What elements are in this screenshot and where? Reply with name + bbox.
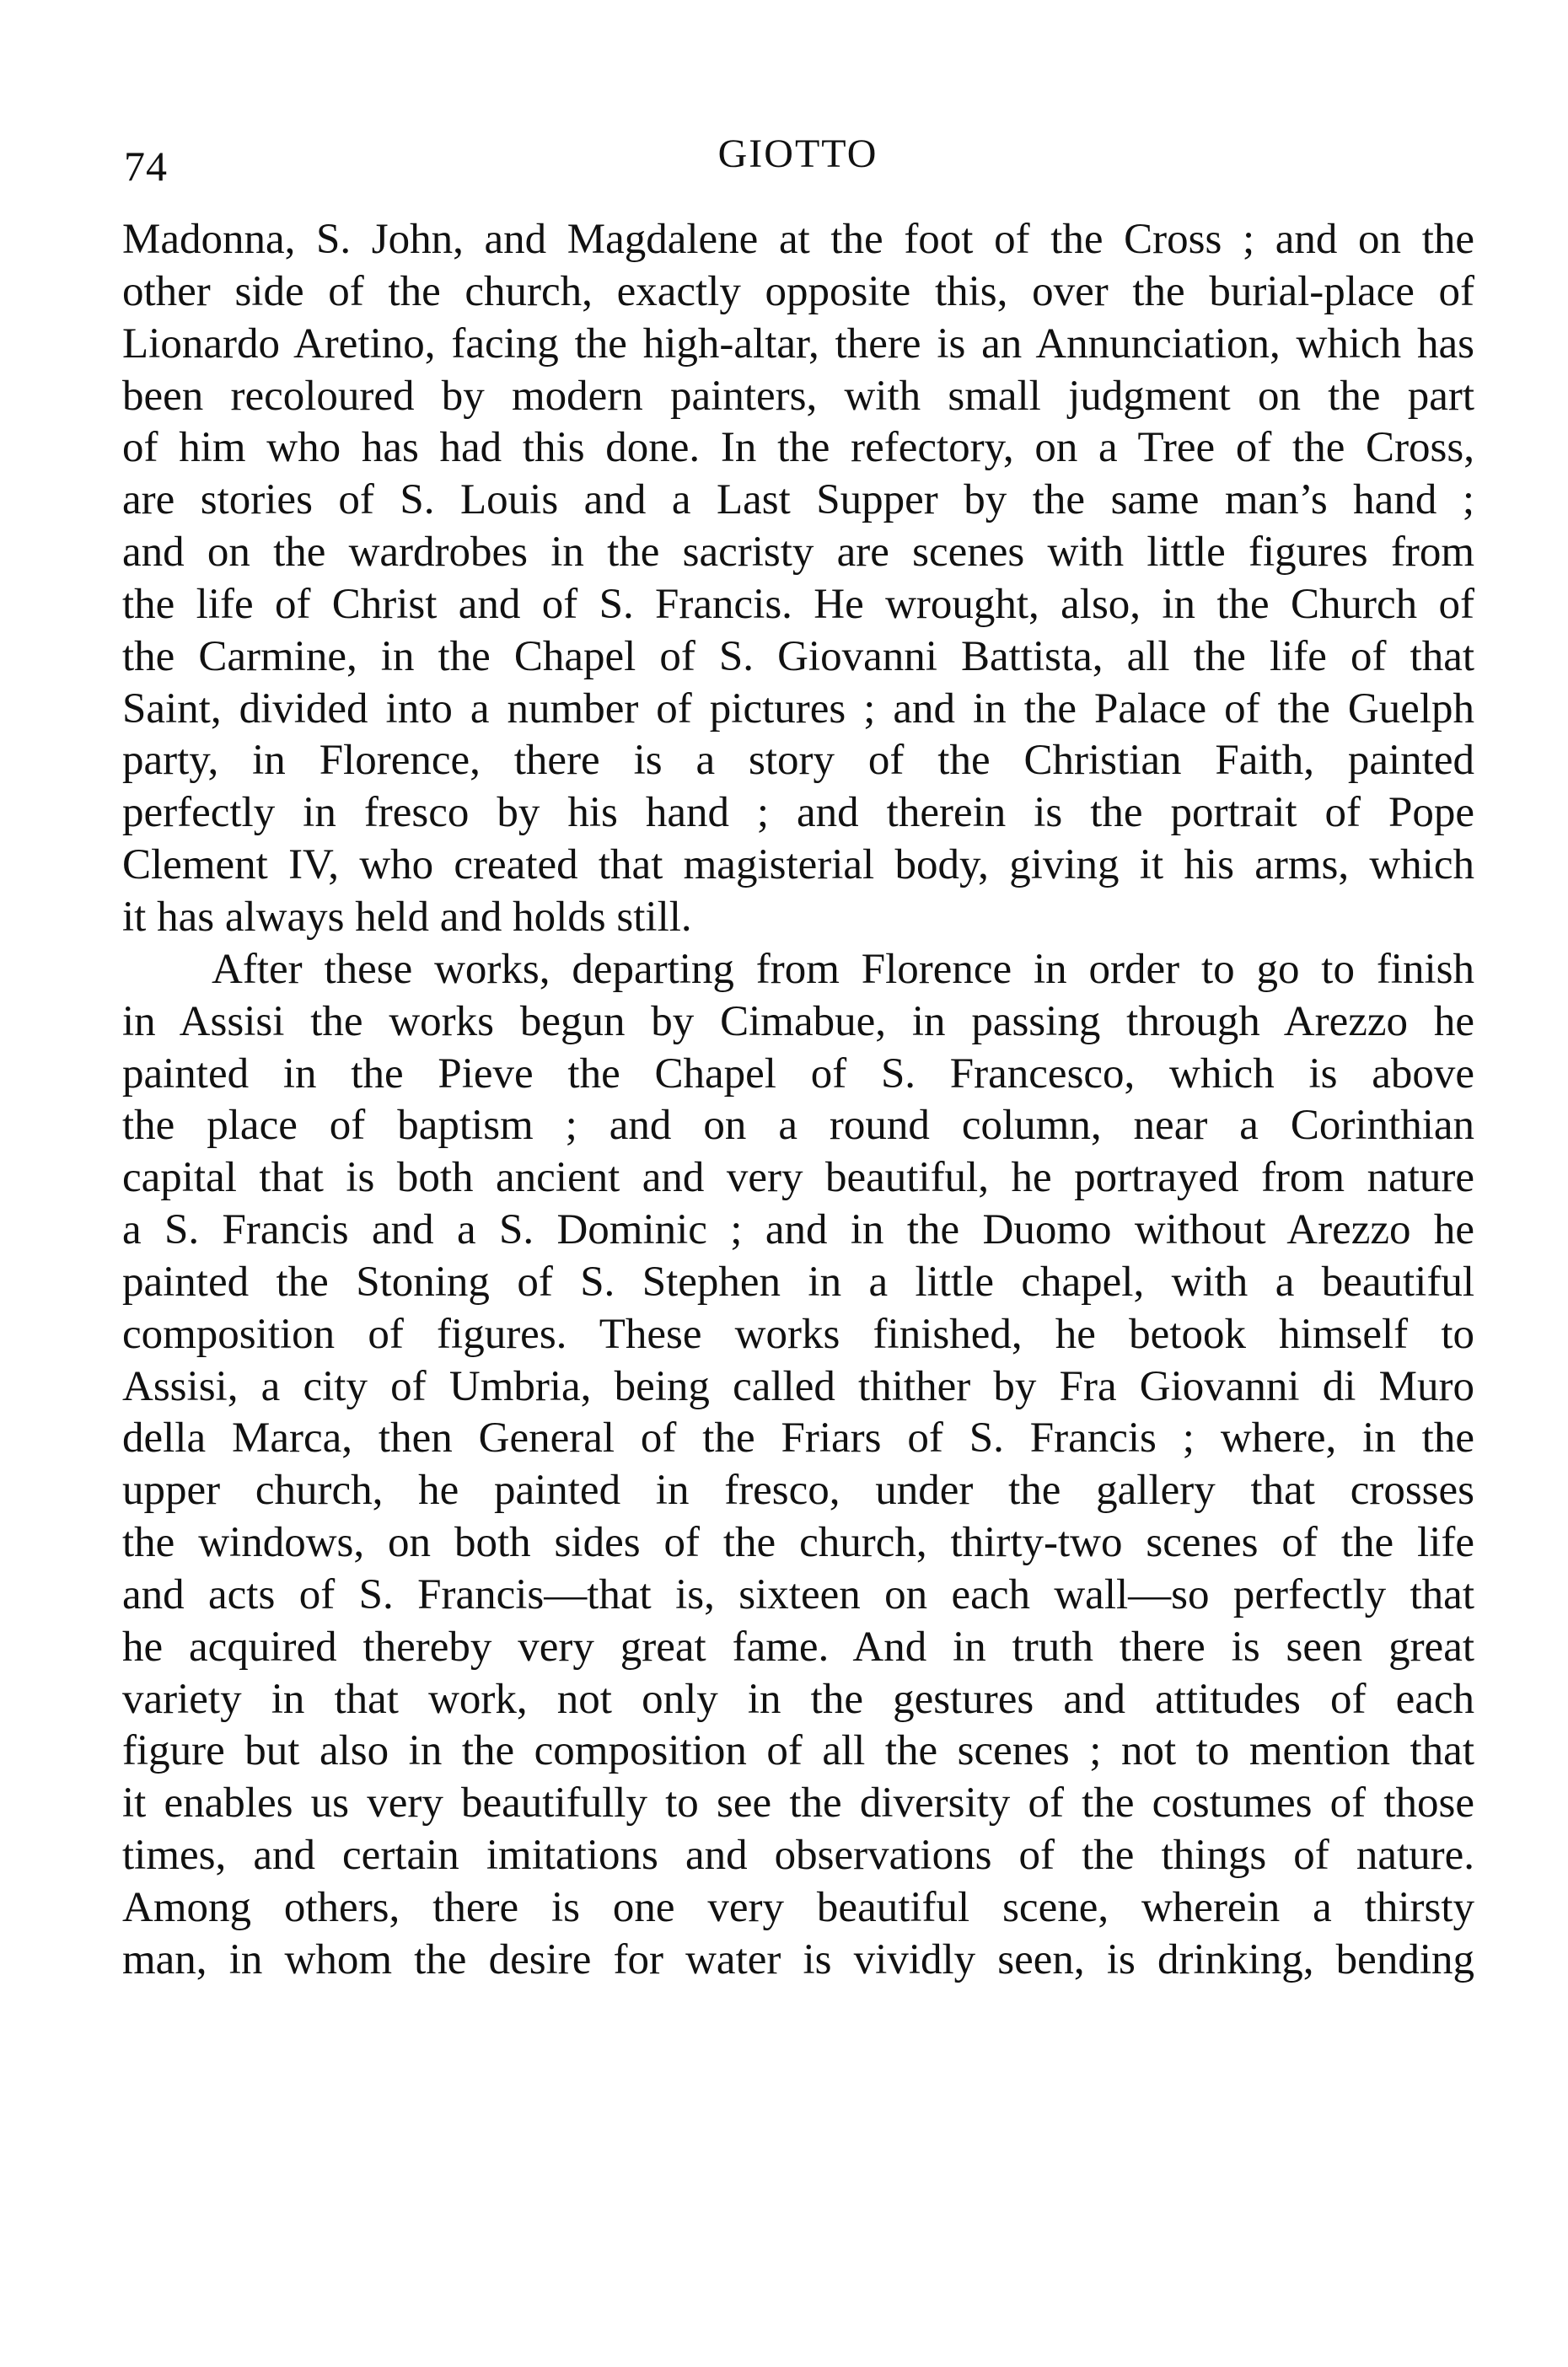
text-line: man, in whom the desire for water is vividly seen, is drinking, bending xyxy=(122,1935,1474,1983)
text-line: perfectly in fresco by his hand ; and therein is the portrait of Pope xyxy=(122,789,1474,837)
text-line: in Assisi the works begun by Cimabue, in passing through Arezzo he xyxy=(122,997,1474,1045)
paragraph-1 xyxy=(122,214,1474,944)
text-line: figure but also in the composition of all the scenes ; not to mention that xyxy=(122,1727,1474,1775)
running-title: GIOTTO xyxy=(717,132,878,176)
text-line: the place of baptism ; and on a round column, near a Corinthian xyxy=(122,1102,1474,1150)
text-line: and acts of S. Francis—that is, sixteen on each wall—so perfectly that xyxy=(122,1570,1474,1618)
paragraph-2 xyxy=(122,944,1474,1987)
text-line: upper church, he painted in fresco, under the gallery that crosses xyxy=(122,1467,1474,1515)
text-line: composition of figures. These works finished, he betook himself to xyxy=(122,1310,1474,1358)
text-line: other side of the church, exactly opposite this, over the burial-place of xyxy=(122,267,1474,315)
page-number: 74 xyxy=(124,142,168,190)
text-line: been recoloured by modern painters, with small judgment on the part xyxy=(122,372,1474,420)
text-line: Assisi, a city of Umbria, being called thither by Fra Giovanni di Muro xyxy=(122,1362,1474,1410)
text-line: the windows, on both sides of the church, thirty-two scenes of the life xyxy=(122,1519,1474,1567)
text-line: Saint, divided into a number of pictures ; and in the Palace of the Guelph xyxy=(122,684,1474,733)
text-line: the Carmine, in the Chapel of S. Giovanni Battista, all the life of that xyxy=(122,632,1474,680)
text-line: the life of Christ and of S. Francis. He wrought, also, in the Church of xyxy=(122,580,1474,628)
text-line-paragraph-end: it has always held and holds still. xyxy=(122,893,692,941)
text-line: Madonna, S. John, and Magdalene at the foot of the Cross ; and on the xyxy=(122,216,1474,263)
text-line-paragraph-start: After these works, departing from Florence in order to go to finish xyxy=(212,945,1474,993)
body-text xyxy=(122,214,1474,1987)
text-line: della Marca, then General of the Friars of S. Francis ; where, in the xyxy=(122,1414,1474,1463)
text-line: variety in that work, not only in the gestures and attitudes of each xyxy=(122,1675,1474,1723)
text-line: it enables us very beautifully to see the diversity of the costumes of those xyxy=(122,1779,1474,1828)
text-line: painted in the Pieve the Chapel of S. Francesco, which is above xyxy=(122,1049,1474,1098)
text-line: capital that is both ancient and very beautiful, he portrayed from nature xyxy=(122,1154,1474,1202)
text-line: party, in Florence, there is a story of the Christian Faith, painted xyxy=(122,737,1474,785)
text-line: Among others, there is one very beautiful scene, wherein a thirsty xyxy=(122,1884,1474,1931)
text-line: and on the wardrobes in the sacristy are scenes with little figures from xyxy=(122,529,1474,577)
running-head xyxy=(122,128,1474,190)
text-line: Lionardo Aretino, facing the high-altar, there is an Annunciation, which has xyxy=(122,319,1474,368)
text-line: are stories of S. Louis and a Last Supper by the same man’s hand ; xyxy=(122,476,1474,524)
text-line: he acquired thereby very great fame. And in truth there is seen great xyxy=(122,1623,1474,1671)
text-line: Clement IV, who created that magisterial body, giving it his arms, which xyxy=(122,841,1474,889)
text-line: times, and certain imitations and observations of the things of nature. xyxy=(122,1832,1474,1880)
text-line: a S. Francis and a S. Dominic ; and in the Duomo without Arezzo he xyxy=(122,1206,1474,1254)
text-line: painted the Stoning of S. Stephen in a little chapel, with a beautiful xyxy=(122,1258,1474,1306)
text-line: of him who has had this done. In the refectory, on a Tree of the Cross, xyxy=(122,424,1474,472)
